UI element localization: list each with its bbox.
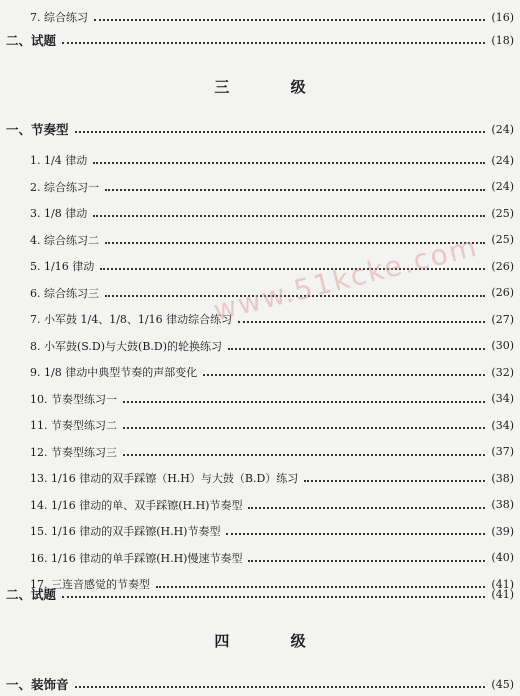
dot-leader: [62, 42, 485, 44]
toc-item[interactable]: [0, 363, 520, 381]
dot-leader: [75, 131, 486, 133]
dot-leader: [238, 321, 485, 323]
dot-leader: [123, 401, 485, 403]
toc-item-page: (30): [491, 339, 514, 352]
toc-section-page: (24): [491, 122, 514, 136]
dot-leader: [228, 348, 485, 350]
level-heading: 四 级: [214, 632, 334, 650]
dot-leader: [123, 427, 485, 429]
toc-item-page: (24): [491, 153, 514, 167]
toc-section-page: (45): [491, 677, 514, 691]
toc-item-label: 11. 节奏型练习二: [30, 419, 117, 432]
toc-item-page: (40): [491, 551, 514, 564]
toc-item[interactable]: [0, 390, 520, 408]
toc-item[interactable]: [0, 151, 520, 169]
toc-item-page: (27): [491, 312, 514, 326]
dot-leader: [94, 19, 485, 21]
toc-item-label: 8. 小军鼓(S.D)与大鼓(B.D)的轮换练习: [30, 339, 223, 353]
dot-leader: [248, 507, 485, 509]
toc-section-page: (18): [491, 33, 514, 47]
toc-item-label: 2. 综合练习一: [30, 180, 99, 194]
toc-item-page: (41): [491, 577, 514, 591]
dot-leader: [93, 162, 485, 164]
dot-leader: [123, 454, 485, 456]
toc-item[interactable]: [0, 443, 520, 461]
toc-item-label: 1. 1/4 律动: [30, 154, 88, 167]
toc-section[interactable]: [0, 675, 520, 693]
toc-item[interactable]: [0, 416, 520, 434]
toc-item-label: 7. 综合练习: [30, 11, 88, 24]
dot-leader: [75, 686, 486, 688]
toc-item[interactable]: [0, 178, 520, 196]
toc-item-label: 12. 节奏型练习三: [30, 445, 117, 459]
toc-item-page: (32): [491, 365, 514, 379]
toc-section-label: 二、试题: [6, 33, 57, 48]
toc-item-label: 16. 1/16 律动的单手踩镲(H.H)慢速节奏型: [30, 551, 243, 565]
toc-item[interactable]: [0, 496, 520, 514]
toc-item-page: (25): [491, 206, 514, 220]
toc-item-label: 7. 小军鼓 1/4、1/8、1/16 律动综合练习: [30, 313, 233, 326]
dot-leader: [105, 189, 485, 191]
dot-leader: [248, 560, 485, 562]
toc-item-page: (34): [491, 392, 514, 405]
toc-item[interactable]: [0, 204, 520, 222]
toc-item[interactable]: [0, 522, 520, 540]
toc-item-page: (24): [491, 180, 514, 193]
toc-item-page: (38): [491, 471, 514, 485]
toc-item-page: (26): [491, 259, 514, 273]
level-heading: 三 级: [214, 78, 334, 96]
dot-leader: [62, 596, 485, 598]
dot-leader: [203, 374, 485, 376]
dot-leader: [226, 533, 485, 535]
toc-section-label: 一、装饰音: [6, 677, 69, 692]
toc-item-label: 14. 1/16 律动的单、双手踩镲(H.H)节奏型: [30, 498, 243, 512]
toc-item[interactable]: [0, 549, 520, 567]
toc-item-page: (26): [491, 286, 514, 299]
toc-item-label: 17. 三连音感觉的节奏型: [30, 578, 150, 591]
toc-item-label: 15. 1/16 律动的双手踩镲(H.H)节奏型: [30, 525, 221, 538]
toc-item-label: 3. 1/8 律动: [30, 207, 88, 220]
toc-item-page: (34): [491, 418, 514, 432]
toc-item-label: 4. 综合练习二: [30, 233, 99, 247]
watermark: www.51kcke.com: [210, 229, 482, 328]
toc-section[interactable]: [0, 120, 520, 138]
dot-leader: [93, 215, 485, 217]
toc-section-label: 一、节奏型: [6, 122, 69, 137]
toc-item[interactable]: [0, 337, 520, 355]
toc-item-label: 9. 1/8 律动中典型节奏的声部变化: [30, 366, 198, 379]
toc-item-page: (39): [491, 524, 514, 538]
toc-item-page: (37): [491, 445, 514, 458]
toc-section[interactable]: [0, 585, 520, 603]
toc-item[interactable]: [0, 8, 520, 26]
toc-item-label: 13. 1/16 律动的双手踩镲（H.H）与大鼓（B.D）练习: [30, 472, 299, 485]
toc-item-page: (38): [491, 498, 514, 511]
toc-item[interactable]: [0, 469, 520, 487]
toc-item-page: (16): [491, 10, 514, 24]
toc-item-label: 5. 1/16 律动: [30, 260, 95, 273]
toc-section-page: (41): [491, 587, 514, 601]
dot-leader: [304, 480, 485, 482]
toc-section[interactable]: [0, 31, 520, 49]
toc-item-page: (25): [491, 233, 514, 246]
toc-item-label: 10. 节奏型练习一: [30, 392, 117, 406]
toc-section-label: 二、试题: [6, 587, 57, 602]
toc-item-label: 6. 综合练习三: [30, 286, 99, 300]
